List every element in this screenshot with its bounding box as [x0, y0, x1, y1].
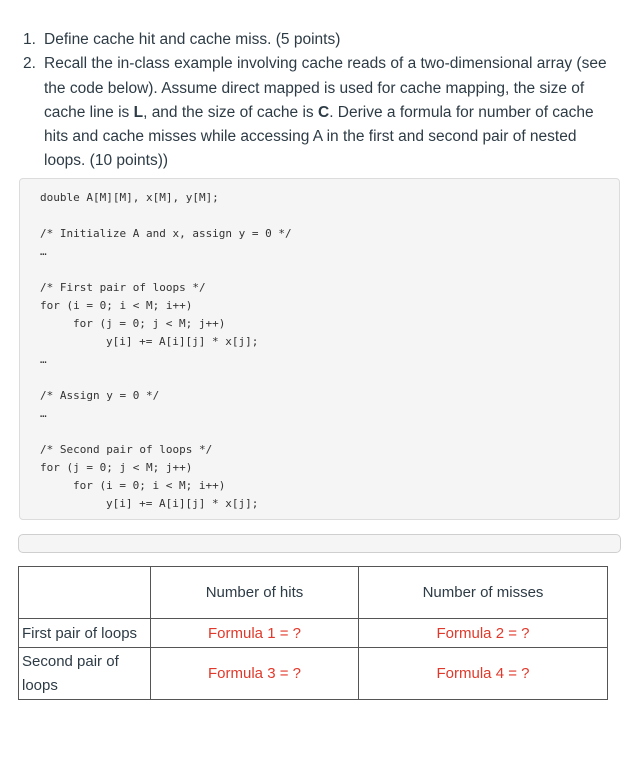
table-header-misses: Number of misses	[359, 567, 608, 619]
formula-2-cell: Formula 2 = ?	[359, 619, 608, 648]
code-ellipsis-2: …	[40, 353, 47, 366]
code-ellipsis-1: …	[40, 245, 47, 258]
table-header-empty	[19, 567, 151, 619]
code-first-inner-loop: for (j = 0; j < M; j++)	[73, 317, 226, 330]
question-2-number: 2.	[23, 55, 36, 73]
code-second-pair-comment: /* Second pair of loops */	[40, 443, 213, 456]
question-2-text-part2: , and the size of cache is	[143, 103, 318, 121]
table-row	[19, 648, 608, 700]
code-init-comment: /* Initialize A and x, assign y = 0 */	[40, 227, 292, 240]
table-row	[19, 619, 608, 648]
question-1	[23, 28, 613, 52]
code-second-loop-body: y[i] += A[i][j] * x[j];	[106, 497, 259, 510]
question-2-text-part1: Recall the in-class example involving cache reads of a two-dimensional array (see the code below). Assume direct mapped is used for cache mapping, the size of cache line is	[44, 55, 607, 121]
question-list	[23, 28, 613, 174]
code-second-inner-loop: for (i = 0; i < M; i++)	[73, 479, 226, 492]
code-declaration: double A[M][M], x[M], y[M];	[40, 191, 219, 204]
question-2-text-part3: . Derive a formula for number of cache hits and cache misses while accessing A in the first and second pair of nested loops. (10 points))	[44, 103, 594, 170]
code-ellipsis-3: …	[40, 407, 47, 420]
table-header-hits: Number of hits	[151, 567, 359, 619]
code-block	[40, 189, 292, 513]
answer-input-box[interactable]	[18, 534, 621, 553]
row-label-first-pair: First pair of loops	[19, 619, 151, 648]
cache-line-size-symbol: L	[133, 103, 144, 121]
table-header-row	[19, 567, 608, 619]
question-2	[23, 52, 613, 173]
formula-4-cell: Formula 4 = ?	[359, 648, 608, 700]
cache-size-symbol: C	[317, 103, 330, 121]
code-second-outer-loop: for (j = 0; j < M; j++)	[40, 461, 193, 474]
code-assign-comment: /* Assign y = 0 */	[40, 389, 160, 402]
code-first-outer-loop: for (i = 0; i < M; i++)	[40, 299, 193, 312]
formula-1-cell: Formula 1 = ?	[151, 619, 359, 648]
code-first-loop-body: y[i] += A[i][j] * x[j];	[106, 335, 259, 348]
row-label-second-pair: Second pair of loops	[19, 648, 151, 700]
code-first-pair-comment: /* First pair of loops */	[40, 281, 206, 294]
answer-table	[18, 566, 608, 700]
question-1-text: Define cache hit and cache miss. (5 points)	[44, 31, 341, 48]
question-1-number: 1.	[23, 31, 36, 48]
formula-3-cell: Formula 3 = ?	[151, 648, 359, 700]
